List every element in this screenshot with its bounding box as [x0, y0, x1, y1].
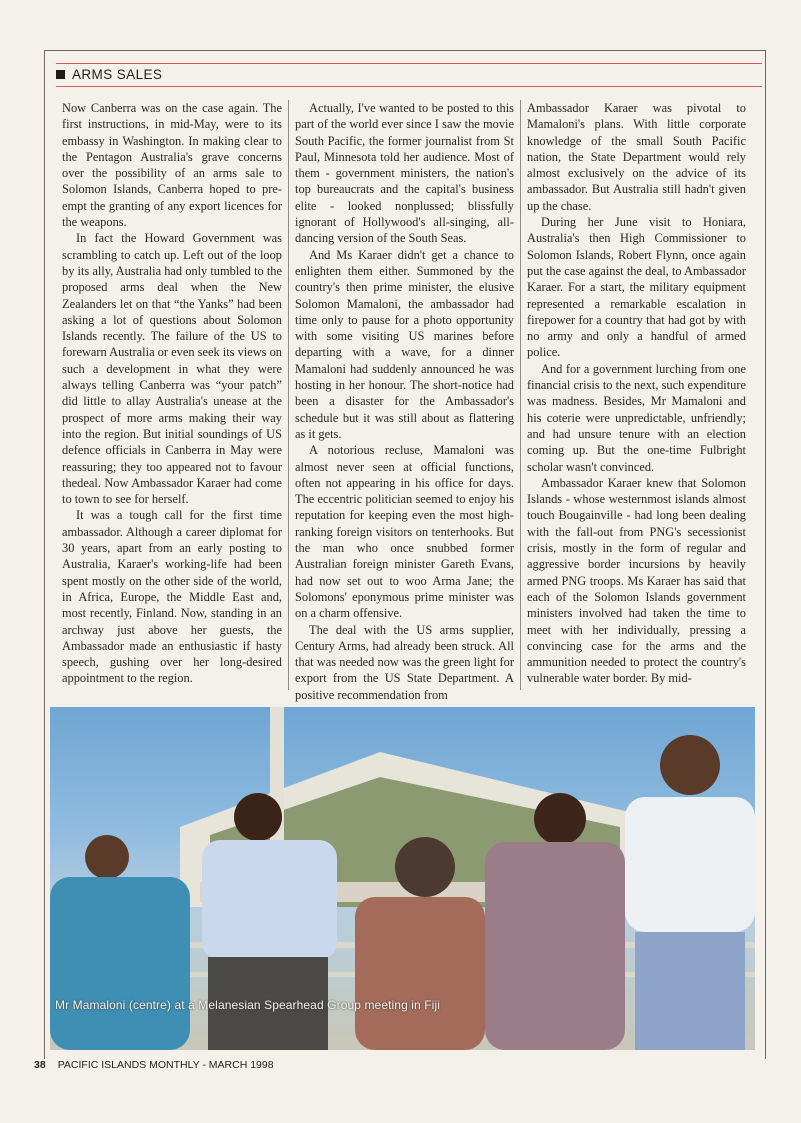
page-number: 38 — [34, 1059, 46, 1071]
header-bottom-rule — [56, 86, 762, 87]
article-column-3 — [520, 100, 752, 690]
paragraph: In fact the Howard Government was scrambling to catch up. Left out of the loop by its ally, Australia had only tumbled to the proposed arms deal when the New Zealanders let on that “the Yanks” had been asking a lot of questions about Solomon Islands recently. The failure of the US to forewarn Australia or even seek its views on such a development in what they were always telling Canberra was “your patch” did little to allay Australia's unease at the prospect of more arms making their way into the region. But initial soundings of US defence officials in Canberra in May were reassuring; they too appeared not to favour thedeal. Now Ambassador Karaer had come to town to see for herself. — [62, 231, 282, 507]
article-columns — [56, 100, 762, 702]
paragraph: Ambassador Karaer was pivotal to Mamaloni's plans. With little corporate knowledge of the small South Pacific nation, the State Department would rely almost exclusively on the advice of its ambassador. But Australia still hadn't given up the chase. — [527, 101, 746, 213]
article-column-2 — [288, 100, 520, 702]
page-footer — [34, 1059, 274, 1071]
publication-name: PACIFIC ISLANDS MONTHLY - MARCH 1998 — [57, 1059, 274, 1071]
section-bullet-icon — [56, 70, 65, 79]
photo-caption: Mr Mamaloni (centre) at a Melanesian Spearhead Group meeting in Fiji — [55, 998, 440, 1012]
paragraph: And Ms Karaer didn't get a chance to enlighten them either. Summoned by the country's then prime minister, the elusive Solomon Mamaloni, the ambassador had time only to pause for a photo opportunity with some visiting US marines before departing with a wave, for a dinner Mamaloni had suddenly announced he was hosting in her honour. The short-notice had been a disaster for the Ambassador's schedule but it was still about as flattering as it gets. — [295, 247, 514, 441]
paragraph: Now Canberra was on the case again. The first instructions, in mid-May, were to its embassy in Washington. In making clear to the Pentagon Australia's grave concerns over the possibility of an arms sale to Solomon Islands, Canberra hoped to pre-empt the granting of any export licences for the weapons. — [62, 101, 282, 230]
paragraph: A notorious recluse, Mamaloni was almost never seen at official functions, often not appearing in his office for days. The eccentric politician seemed to enjoy his reputation for keeping even the most high-ranking foreign visitors on tenterhooks. But the man who once snubbed former Australian foreign minister Gareth Evans, had now set out to woo Arma Jane; the Solomons' eponymous prime minister was on a charm offensive. — [295, 443, 514, 621]
paragraph: Actually, I've wanted to be posted to this part of the world ever since I saw the movie South Pacific, the former journalist from St Paul, Minnesota told her audience. Most of them - government ministers, the nation's top bureaucrats and the capital's business elite - looked nonplussed; blissfully ignorant of Hollywood's all-singing, all-dancing version of the South Seas. — [295, 101, 514, 246]
paragraph: And for a government lurching from one financial crisis to the next, such expenditure was madness. Besides, Mr Mamaloni and his coterie were unpredictable, unfriendly; and had unsure tenure with an election coming up. But the one-time Fulbright scholar wasn't convinced. — [527, 361, 746, 474]
group-photo — [50, 707, 755, 1050]
paragraph: Ambassador Karaer knew that Solomon Islands - whose westernmost islands almost touch Bougainville - had long been dealing with the fall-out from PNG's secessionist crisis, mostly in the form of regular and aggressive border incursions by heavily armed PNG troops. Ms Karaer has said that each of the Solomon Islands government ministers involved had taken the time to meet with her individually, pressing a convincing case for the arms and the ammunition needed to protect the country's vulnerable water border. By mid- — [527, 475, 746, 686]
section-title: ARMS SALES — [72, 66, 163, 82]
paragraph: It was a tough call for the first time ambassador. Although a career diplomat for 30 years, apart from an early posting to Australia, Karaer's working-life had been spent mostly on the other side of the world, in Africa, Europe, the Middle East and, most recently, Finland. Now, standing in an archway just above her guests, the Ambassador made an enthusiastic if hasty speech, gushing over her long-desired appointment to the region. — [62, 508, 282, 686]
section-header — [56, 63, 758, 85]
paragraph: During her June visit to Honiara, Australia's then High Commissioner to Solomon Islands, Robert Flynn, once again put the case against the deal, to Ambassador Karaer. For a start, the military equipment represented a remarkable escalation in firepower for a country that had got by with no army and only a handful of armed police. — [527, 215, 746, 360]
article-column-1 — [56, 100, 288, 690]
paragraph: The deal with the US arms supplier, Century Arms, had already been struck. All that was needed now was the green light for export from the US State Department. A positive recommendation from — [295, 622, 514, 702]
